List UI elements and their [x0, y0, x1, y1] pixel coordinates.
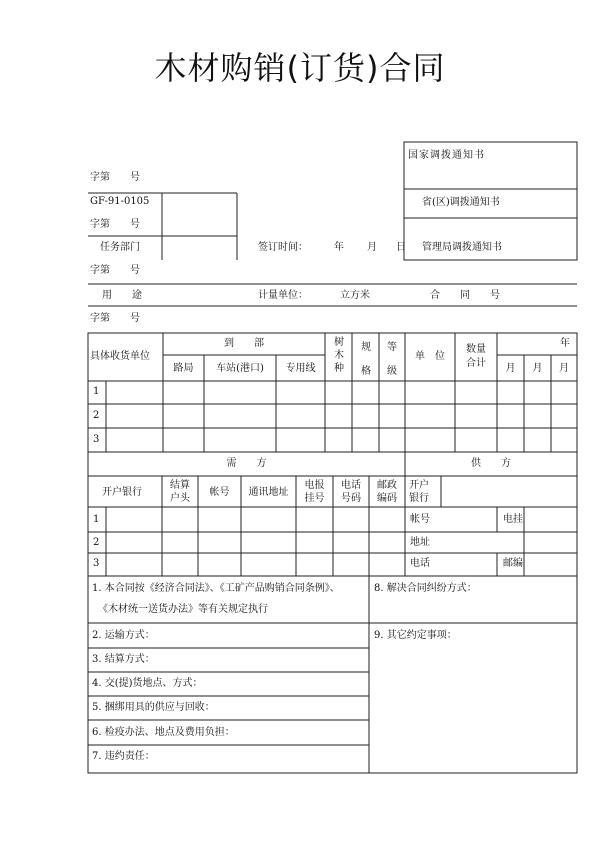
supply-telhook-label: 电挂: [503, 514, 523, 525]
special-line-header: 专用线: [285, 363, 316, 374]
term-3: 3. 结算方式：: [92, 654, 155, 665]
zihao-3: 字第 号: [90, 265, 140, 276]
supply-header: 供 方: [471, 458, 511, 469]
zihao-2: 字第 号: [90, 219, 140, 230]
sign-time-label: 签订时间：: [258, 242, 308, 253]
contract-no-label: 合 同 号: [430, 290, 500, 301]
bank-header: 开户银行: [102, 487, 142, 498]
supply-bank-header: 开户 银行: [409, 480, 429, 504]
row-number: 2: [93, 537, 100, 548]
day-label: 日: [396, 242, 406, 253]
notice-province: 省(区)调拨通知书: [422, 197, 500, 208]
zihao-4: 字第 号: [90, 313, 140, 324]
post-code-header: 邮政 编码: [377, 480, 397, 504]
row-number: 1: [93, 386, 100, 397]
task-dept-label: 任务部门: [100, 242, 140, 253]
supply-addr-label: 地址: [410, 537, 430, 548]
address-header: 通讯地址: [248, 487, 289, 498]
supply-post-label: 邮编: [503, 558, 523, 569]
receiver-header: 具体收货单位: [90, 351, 150, 362]
term-2: 2. 运输方式：: [92, 630, 155, 641]
page-title: 木材购销(订货)合同: [154, 49, 446, 87]
usage-label: 用 途: [102, 290, 142, 301]
month-header-2: 月: [532, 363, 543, 374]
grade-header: 等 级: [387, 342, 397, 377]
year-header: 年: [560, 338, 570, 349]
station-header: 车站(港口): [216, 363, 264, 374]
zihao-1: 字第 号: [90, 172, 140, 183]
notice-bureau: 管理局调拨通知书: [422, 242, 502, 253]
unit-value: 立方米: [340, 290, 370, 301]
year-label: 年: [334, 242, 344, 253]
row-number: 3: [93, 434, 100, 445]
dest-header: 到 部: [224, 338, 264, 349]
term-5: 5. 捆绑用具的供应与回收：: [92, 702, 215, 713]
month-header-3: 月: [559, 363, 569, 374]
species-header: 树 木 种: [334, 337, 344, 374]
supply-phone-label: 电话: [410, 558, 430, 569]
term-7: 7. 违约责任：: [92, 751, 155, 762]
supply-acct-label: 帐号: [410, 514, 430, 525]
qty-total-header: 数量 合计: [466, 344, 486, 369]
term-8: 8. 解决合同纠纷方式：: [374, 583, 477, 594]
road-header: 路局: [173, 363, 194, 374]
tel-hook-header: 电报 挂号: [304, 480, 325, 504]
acct-no-header: 帐号: [209, 487, 230, 498]
spec-header: 规 格: [361, 342, 371, 377]
settle-acct-header: 结算 户头: [170, 480, 190, 504]
term-6: 6. 检疫办法、地点及费用负担：: [92, 727, 235, 738]
term-9: 9. 其它约定事项：: [374, 630, 457, 641]
month-label: 月: [367, 242, 377, 253]
row-number: 3: [93, 558, 100, 569]
row-number: 2: [93, 410, 100, 421]
row-number: 1: [93, 514, 100, 525]
unit-label: 计量单位：: [258, 290, 308, 301]
form-number: GF-91-0105: [90, 196, 150, 207]
unit-header: 单 位: [415, 351, 445, 362]
tel-no-header: 电话 号码: [341, 480, 361, 504]
month-header-1: 月: [505, 363, 516, 374]
term-1-line-a: 1. 本合同按《经济合同法》、《工矿产品购销合同条例》、: [92, 583, 340, 594]
term-4: 4. 交(提)货地点、方式：: [92, 678, 203, 689]
term-1-line-b: 《木材统一送货办法》等有关规定执行: [98, 604, 268, 615]
demand-header: 需 方: [226, 458, 267, 469]
notice-national: 国家调拨通知书: [408, 150, 485, 161]
